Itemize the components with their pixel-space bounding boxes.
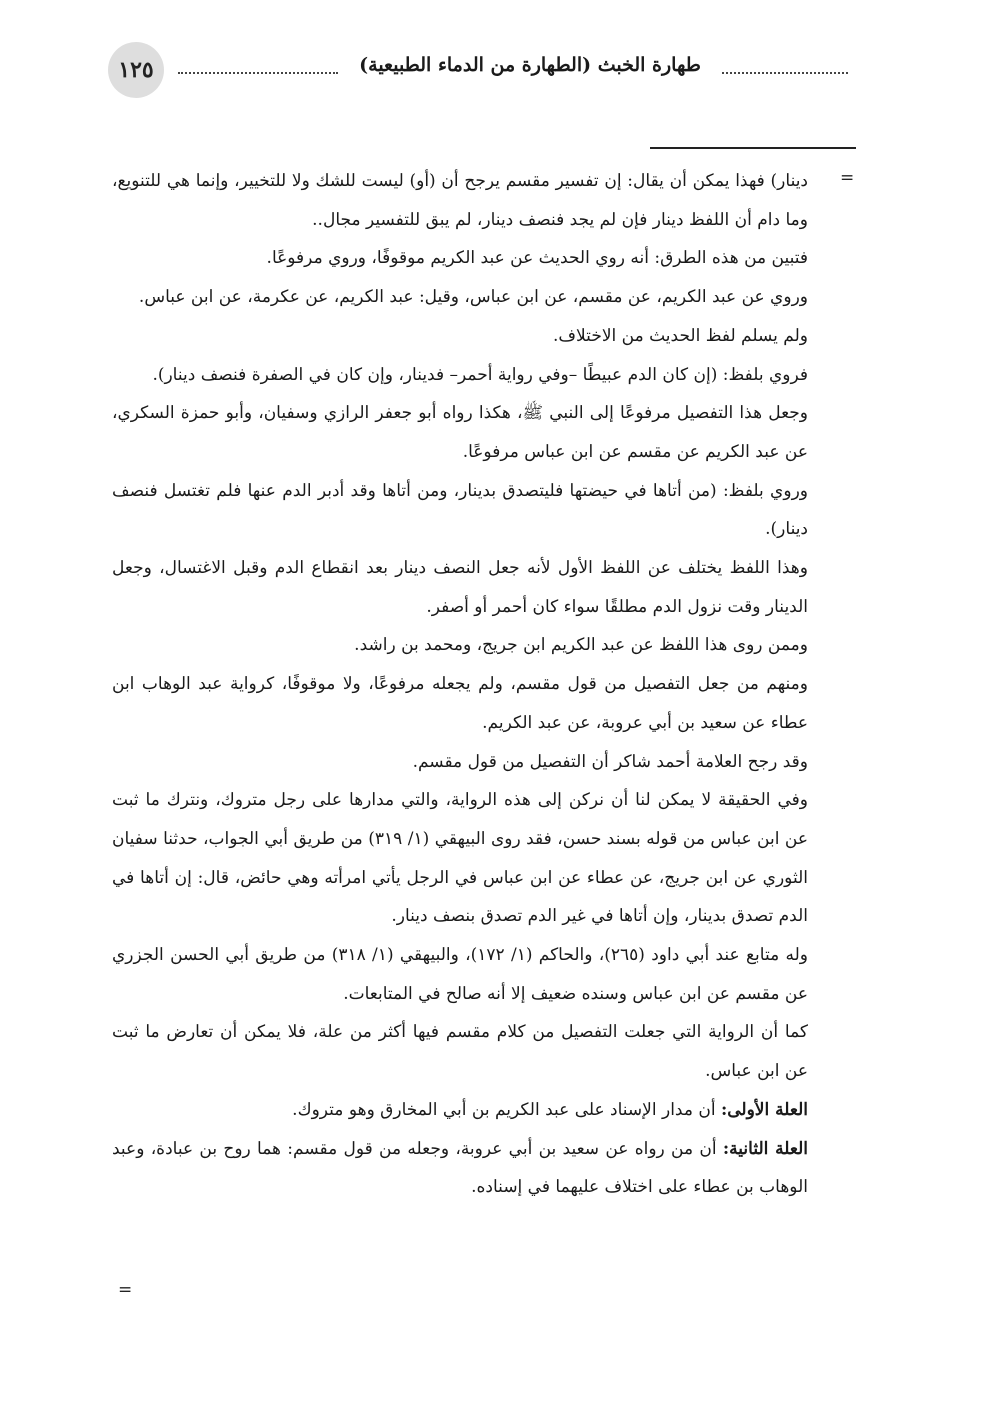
paragraph: وقد رجح العلامة أحمد شاكر أن التفصيل من قول مقسم. <box>412 751 808 772</box>
illa-second <box>112 1130 808 1207</box>
footnote-body <box>112 162 808 1207</box>
footnote-separator <box>650 147 856 149</box>
illa-first-text: أن مدار الإسناد على عبد الكريم بن أبي المخارق وهو متروك. <box>292 1099 721 1120</box>
paragraph: وممن روى هذا اللفظ عن عبد الكريم ابن جريج، ومحمد بن راشد. <box>354 635 808 656</box>
paragraph: وهذا اللفظ يختلف عن اللفظ الأول لأنه جعل النصف دينار بعد انقطاع الدم وقبل الاغتسال، وجعل الدينار وقت نزول الدم مطلقًا سواء كان أحمر أو أصفر. <box>112 558 808 617</box>
paragraph: دينار) فهذا يمكن أن يقال: إن تفسير مقسم يرجح أن (أو) ليست للشك ولا للتخيير، وإنما هي للتنويع، وما دام أن اللفظ دينار فإن لم يجد فنصف دينار، لم يبق للتفسير مجال.. <box>112 171 808 230</box>
page-header <box>108 42 848 102</box>
paragraph: وجعل هذا التفصيل مرفوعًا إلى النبي ﷺ، هكذا رواه أبو جعفر الرازي وسفيان، وأبو حمزة السكري، عن عبد الكريم عن مقسم عن ابن عباس مرفوعًا. <box>112 403 808 462</box>
header-dotted-leader-left <box>178 72 338 74</box>
continuation-marker-start: = <box>840 168 855 188</box>
header-dotted-leader-right <box>722 72 848 74</box>
paragraph: فتبين من هذه الطرق: أنه روي الحديث عن عبد الكريم موقوفًا، وروي مرفوعًا. <box>266 248 808 269</box>
continuation-marker-end: = <box>118 1280 133 1300</box>
paragraph: وروي بلفظ: (من أتاها في حيضتها فليتصدق بدينار، ومن أتاها وقد أدبر الدم عنها فلم تغتسل فنصف دينار). <box>112 480 808 540</box>
page-number: ١٢٥ <box>108 42 164 98</box>
paragraph: ومنهم من جعل التفصيل من قول مقسم، ولم يجعله مرفوعًا، ولا موقوفًا، كرواية عبد الوهاب ابن عطاء عن سعيد بن أبي عروبة، عن عبد الكريم. <box>112 674 808 733</box>
paragraph: كما أن الرواية التي جعلت التفصيل من كلام مقسم فيها أكثر من علة، فلا يمكن أن تعارض ما ثبت عن ابن عباس. <box>112 1022 808 1082</box>
running-title: طهارة الخبث (الطهارة من الدماء الطبيعية) <box>359 54 701 76</box>
paragraph: وروي عن عبد الكريم، عن مقسم، عن ابن عباس، وقيل: عبد الكريم، عن عكرمة، عن ابن عباس. <box>138 287 808 308</box>
paragraph: ولم يسلم لفظ الحديث من الاختلاف. <box>553 325 808 346</box>
paragraph: وله متابع عند أبي داود (٢٦٥)، والحاكم (١/ ١٧٢)، والبيهقي (١/ ٣١٨) من طريق أبي الحسن الجزري عن مقسم عن ابن عباس وسنده ضعيف إلا أنه صالح في المتابعات. <box>112 945 808 1004</box>
paragraph: وفي الحقيقة لا يمكن لنا أن نركن إلى هذه الرواية، والتي مدارها على رجل متروك، ونترك ما ثبت عن ابن عباس من قوله بسند حسن، فقد روى البيهقي (١/ ٣١٩) من طريق أبي الجواب، حدثنا سفيان الثوري عن ابن جريج، عن عطاء عن ابن عباس في الرجل يأتي امرأته وهي حائض، قال: إن أتاها في الدم تصدق بدينار، وإن أتاها في غير الدم تصدق بنصف دينار. <box>112 790 808 927</box>
illa-second-text: أن من رواه عن سعيد بن أبي عروبة، وجعله من قول مقسم: هما روح بن عبادة، وعبد الوهاب بن عطاء على اختلاف عليهما في إسناده. <box>112 1138 808 1198</box>
illa-first-label: العلة الأولى: <box>720 1099 808 1120</box>
illa-first <box>112 1091 808 1130</box>
illa-second-label: العلة الثانية: <box>722 1138 809 1159</box>
paragraph: فروي بلفظ: (إن كان الدم عبيطًا –وفي رواية أحمر– فدينار، وإن كان في الصفرة فنصف دينار). <box>152 364 808 385</box>
